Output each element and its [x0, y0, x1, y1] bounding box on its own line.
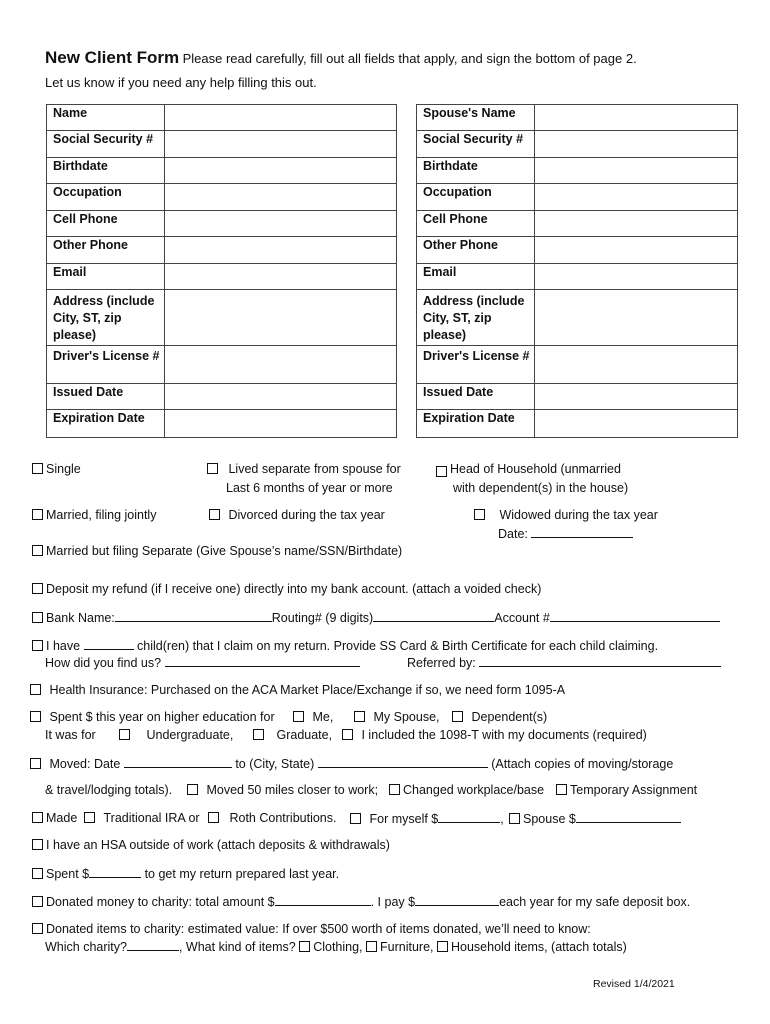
client-expiration-field[interactable]	[165, 410, 397, 438]
form-instructions: Please read carefully, fill out all fields that apply, and sign the bottom of page 2.	[182, 51, 637, 66]
education-1098t	[342, 727, 647, 743]
graduate-label: Graduate,	[276, 728, 333, 742]
education-it-was-for: It was for	[45, 728, 96, 742]
prep-label: to get my return prepared last year.	[144, 867, 340, 881]
children-label: child(ren) that I claim on my return. Provide SS Card & Birth Certificate for each child claiming.	[137, 639, 659, 653]
moved-line	[30, 755, 673, 772]
ira-line	[32, 810, 77, 826]
household-label: Household items, (attach totals)	[451, 940, 627, 954]
education-graduate	[253, 727, 332, 743]
hsa-line	[32, 837, 390, 853]
hoh-label: Head of Household (unmarried	[450, 462, 621, 476]
charity-money-label: Donated money to charity: total amount $	[46, 895, 275, 909]
health-checkbox[interactable]	[30, 684, 41, 695]
spouse-info-table	[416, 104, 738, 438]
changed-workplace-checkbox[interactable]	[389, 784, 400, 795]
account-field[interactable]	[550, 609, 720, 622]
referred-by-field[interactable]	[479, 654, 721, 667]
spouse-license-label: Driver's License #	[417, 346, 535, 384]
traditional-ira-checkbox[interactable]	[84, 812, 95, 823]
safe-deposit-pay-label: . I pay $	[370, 895, 416, 909]
furniture-checkbox[interactable]	[366, 941, 377, 952]
spouse-ssn-field[interactable]	[535, 131, 738, 158]
ira-myself-field[interactable]	[438, 810, 500, 823]
form-title: New Client Form	[45, 48, 180, 67]
bank-name-label: Bank Name:	[46, 611, 115, 625]
education-me-label: Me,	[312, 710, 334, 724]
deposit-refund-line	[32, 581, 541, 597]
spouse-name-field[interactable]	[535, 105, 738, 131]
ira-myself: For myself $ ,	[350, 810, 504, 827]
lived-separate-checkbox[interactable]	[207, 463, 218, 474]
form-1098t-checkbox[interactable]	[342, 729, 353, 740]
spouse-occupation-label: Occupation	[417, 184, 535, 211]
filing-head-of-household	[436, 461, 621, 477]
clothing-checkbox[interactable]	[299, 941, 310, 952]
divorced-checkbox[interactable]	[209, 509, 220, 520]
charity-money-checkbox[interactable]	[32, 896, 43, 907]
education-dependent-label: Dependent(s)	[471, 710, 548, 724]
moved-date-field[interactable]	[124, 755, 232, 768]
client-cell-label: Cell Phone	[47, 211, 165, 237]
hsa-checkbox[interactable]	[32, 839, 43, 850]
temporary-checkbox[interactable]	[556, 784, 567, 795]
referred-by-label: Referred by:	[407, 656, 476, 670]
spouse-expiration-label: Expiration Date	[417, 410, 535, 438]
education-me	[293, 709, 333, 725]
charity-items-detail	[45, 938, 627, 955]
client-address-label: Address (include City, ST, zip please)	[47, 290, 165, 346]
find-us-field[interactable]	[165, 654, 360, 667]
client-occupation-field[interactable]	[165, 184, 397, 211]
moved-checkbox[interactable]	[30, 758, 41, 769]
widowed-date-field[interactable]	[531, 525, 633, 538]
ira-made-label: Made	[46, 811, 78, 825]
spouse-name-label: Spouse's Name	[417, 105, 535, 131]
safe-deposit-field[interactable]	[415, 893, 499, 906]
routing-label: Routing# (9 digits)	[271, 611, 374, 625]
charity-amount-field[interactable]	[275, 893, 371, 906]
roth-label: Roth Contributions.	[229, 811, 337, 825]
moved-50-label: Moved 50 miles closer to work;	[206, 783, 379, 797]
children-checkbox[interactable]	[32, 640, 43, 651]
charity-items-label: Donated items to charity: estimated value: If over $500 worth of items donated, we’ll need to know:	[46, 922, 591, 936]
divorced-label: Divorced during the tax year	[228, 508, 385, 522]
client-occupation-label: Occupation	[47, 184, 165, 211]
children-line	[32, 637, 658, 654]
education-dependent	[452, 709, 547, 725]
client-address-field[interactable]	[165, 290, 397, 346]
spouse-ssn-label: Social Security #	[417, 131, 535, 158]
which-charity-label: Which charity?	[45, 940, 127, 954]
client-cell-field[interactable]	[165, 211, 397, 237]
single-label: Single	[46, 462, 81, 476]
changed-workplace-label: Changed workplace/base	[403, 783, 545, 797]
children-count-field[interactable]	[84, 637, 134, 650]
health-label: Health Insurance: Purchased on the ACA Market Place/Exchange if so, we need form 1095-A	[49, 683, 566, 697]
form-header	[45, 50, 637, 67]
moved-to-label: to (City, State)	[235, 757, 315, 771]
education-checkbox[interactable]	[30, 711, 41, 722]
mfs-label: Married but filing Separate (Give Spouse’s name/SSN/Birthdate)	[46, 544, 403, 558]
charity-items-line	[32, 921, 591, 937]
mfj-label: Married, filing jointly	[46, 508, 157, 522]
undergrad-label: Undergraduate,	[146, 728, 234, 742]
spouse-issued-label: Issued Date	[417, 384, 535, 410]
hsa-label: I have an HSA outside of work (attach deposits & withdrawals)	[46, 838, 390, 852]
form-help-line: Let us know if you need any help filling this out.	[45, 75, 317, 90]
spouse-cell-field[interactable]	[535, 211, 738, 237]
bank-line	[32, 609, 720, 626]
safe-deposit-label: each year for my safe deposit box.	[499, 895, 691, 909]
health-insurance-line	[30, 682, 565, 698]
client-ssn-label: Social Security #	[47, 131, 165, 158]
household-checkbox[interactable]	[437, 941, 448, 952]
furniture-label: Furniture,	[380, 940, 434, 954]
lived-separate-label: Lived separate from spouse for	[228, 462, 401, 476]
widowed-checkbox[interactable]	[474, 509, 485, 520]
spouse-email-field[interactable]	[535, 264, 738, 290]
spouse-expiration-field[interactable]	[535, 410, 738, 438]
hoh-checkbox[interactable]	[436, 466, 447, 477]
referred-by-line	[407, 654, 721, 671]
undergrad-checkbox[interactable]	[119, 729, 130, 740]
client-other-phone-label: Other Phone	[47, 237, 165, 264]
widowed-date-line	[498, 525, 633, 542]
prep-amount-field[interactable]	[89, 865, 141, 878]
hoh-label-2: with dependent(s) in the house)	[453, 481, 629, 495]
education-line	[30, 709, 275, 725]
ira-traditional	[84, 810, 200, 826]
single-checkbox[interactable]	[32, 463, 43, 474]
revised-date: Revised 1/4/2021	[593, 978, 675, 990]
ira-spouse-checkbox[interactable]	[509, 813, 520, 824]
deposit-label: Deposit my refund (if I receive one) directly into my bank account. (attach a voided check)	[46, 582, 542, 596]
client-ssn-field[interactable]	[165, 131, 397, 158]
bank-checkbox[interactable]	[32, 612, 43, 623]
temporary-assignment	[556, 782, 697, 798]
education-dependent-checkbox[interactable]	[452, 711, 463, 722]
spouse-license-field[interactable]	[535, 346, 738, 384]
client-issued-label: Issued Date	[47, 384, 165, 410]
client-email-label: Email	[47, 264, 165, 290]
form-1098t-label: I included the 1098-T with my documents (required)	[361, 728, 647, 742]
deposit-checkbox[interactable]	[32, 583, 43, 594]
ira-checkbox[interactable]	[32, 812, 43, 823]
spouse-address-field[interactable]	[535, 290, 738, 346]
lived-separate-label-2: Last 6 months of year or more	[226, 481, 393, 495]
moved-travel: & travel/lodging totals).	[45, 783, 173, 797]
moved-50-miles	[187, 782, 378, 798]
ira-spouse-field[interactable]	[576, 810, 681, 823]
ira-spouse	[509, 810, 681, 827]
prep-line	[32, 865, 339, 882]
prep-spent-label: Spent $	[46, 867, 90, 881]
mfs-checkbox[interactable]	[32, 545, 43, 556]
spouse-other-phone-label: Other Phone	[417, 237, 535, 264]
changed-workplace	[389, 782, 544, 798]
client-birthdate-label: Birthdate	[47, 158, 165, 184]
ira-spouse-label: Spouse $	[523, 812, 576, 826]
education-undergrad	[119, 727, 233, 743]
temporary-label: Temporary Assignment	[570, 783, 698, 797]
education-spouse	[354, 709, 440, 725]
moved-date-label: Moved: Date	[49, 757, 121, 771]
clothing-label: Clothing,	[313, 940, 363, 954]
ira-roth	[208, 810, 337, 826]
graduate-checkbox[interactable]	[253, 729, 264, 740]
spouse-cell-label: Cell Phone	[417, 211, 535, 237]
spouse-birthdate-field[interactable]	[535, 158, 738, 184]
find-us-line	[45, 654, 360, 671]
find-us-label: How did you find us?	[45, 656, 162, 670]
moved-to-field[interactable]	[318, 755, 488, 768]
spouse-address-label: Address (include City, ST, zip please)	[417, 290, 535, 346]
account-label: Account #	[494, 611, 550, 625]
education-spouse-checkbox[interactable]	[354, 711, 365, 722]
children-i-have-label: I have	[46, 639, 81, 653]
client-license-label: Driver's License #	[47, 346, 165, 384]
client-license-field[interactable]	[165, 346, 397, 384]
ira-myself-checkbox[interactable]	[350, 813, 361, 824]
filing-married-separate	[32, 543, 402, 559]
mfj-checkbox[interactable]	[32, 509, 43, 520]
client-info-table	[46, 104, 397, 438]
spouse-email-label: Email	[417, 264, 535, 290]
client-expiration-label: Expiration Date	[47, 410, 165, 438]
charity-items-checkbox[interactable]	[32, 923, 43, 934]
which-charity-field[interactable]	[127, 938, 179, 951]
spouse-occupation-field[interactable]	[535, 184, 738, 211]
education-me-checkbox[interactable]	[293, 711, 304, 722]
bank-name-field[interactable]	[115, 609, 272, 622]
client-name-field[interactable]	[165, 105, 397, 131]
routing-field[interactable]	[373, 609, 494, 622]
widowed-label: Widowed during the tax year	[499, 508, 658, 522]
traditional-ira-label: Traditional IRA or	[103, 811, 200, 825]
widowed-date-label: Date:	[498, 527, 528, 541]
charity-money-line	[32, 893, 690, 910]
moved-50-checkbox[interactable]	[187, 784, 198, 795]
spouse-birthdate-label: Birthdate	[417, 158, 535, 184]
client-email-field[interactable]	[165, 264, 397, 290]
spouse-other-phone-field[interactable]	[535, 237, 738, 264]
prep-checkbox[interactable]	[32, 868, 43, 879]
education-spouse-label: My Spouse,	[373, 710, 440, 724]
filing-widowed	[474, 507, 658, 523]
filing-divorced	[209, 507, 385, 523]
education-label: Spent $ this year on higher education for	[49, 710, 275, 724]
roth-checkbox[interactable]	[208, 812, 219, 823]
moved-attach-label: (Attach copies of moving/storage	[491, 757, 674, 771]
client-other-phone-field[interactable]	[165, 237, 397, 264]
spouse-issued-field[interactable]	[535, 384, 738, 410]
client-name-label: Name	[47, 105, 165, 131]
ira-myself-label: For myself $	[369, 812, 439, 826]
filing-married-jointly	[32, 507, 156, 523]
client-birthdate-field[interactable]	[165, 158, 397, 184]
filing-single	[32, 461, 81, 477]
filing-lived-separate	[207, 461, 401, 477]
kind-of-items-label: , What kind of items?	[178, 940, 296, 954]
client-issued-field[interactable]	[165, 384, 397, 410]
